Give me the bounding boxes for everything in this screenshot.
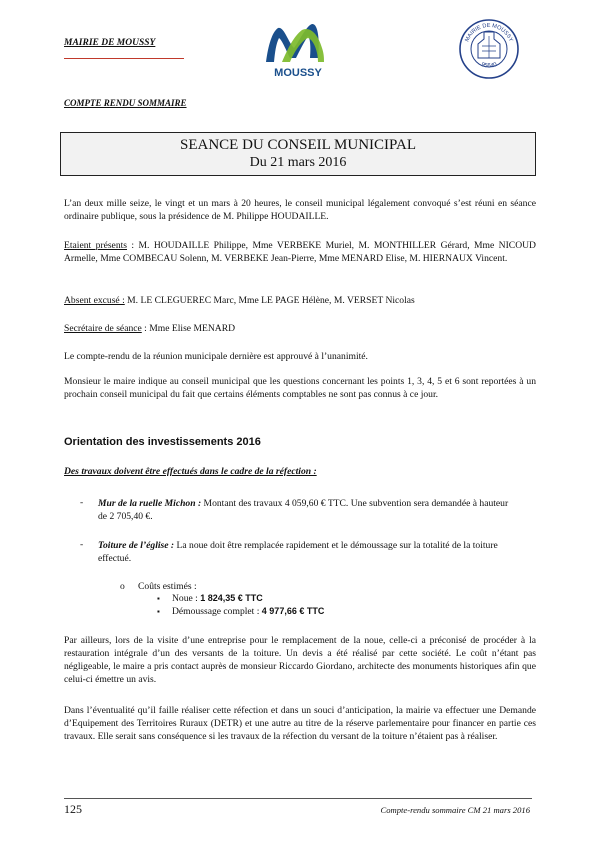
mairie-seal [458,18,520,80]
costs-label: Coûts estimés : [138,581,197,592]
cost-value: 1 824,35 € TTC [200,593,263,603]
visite-paragraph: Par ailleurs, lors de la visite d’une entreprise pour le remplacement de la noue, celle-ci a préconisé de procéder à la restauration intégrale d’un des versants de la toiture. Un devis a été réalisé par cette société. Le coût n’étant pas négligeable, le maire a pris contact auprès de monsieur Riccardo Giordano, architecte des monuments historiques afin que celui-ci émettre un avis. [64,635,536,685]
list-item [98,497,518,523]
eventualite-paragraph: Dans l’éventualité qu’il faille réaliser cette réfection et dans un souci d’anticipation, la mairie va effectuer une Demande d’Equipement des Territoires Ruraux (DETR) et une autre au titre de la réserve parlementaire pour financer en partie ces travaux. Elle serait sans conséquence si les travaux de la réfection du versant de la toiture n’étaient pas à réaliser. [64,705,536,742]
footer-text: Compte-rendu sommaire CM 21 mars 2016 [380,805,530,815]
absents-label: Absent excusé : [64,295,125,306]
mairie-header: MAIRIE DE MOUSSY [64,38,156,48]
logo-text: MOUSSY [274,67,322,79]
absents-paragraph [64,294,536,307]
secretaire-paragraph [64,322,536,335]
compte-rendu-label: COMPTE RENDU SOMMAIRE [64,98,187,108]
item-text: La noue doit être remplacée rapidement et le démoussage sur la totalité de la toiture effectué. [98,540,498,564]
header-rule [64,58,184,59]
item-name: Toiture de l’église : [98,540,175,551]
item-text: Montant des travaux 4 059,60 € TTC. Une subvention sera demandée à hauteur de 2 705,40 €. [98,498,509,522]
seal-text-top: MAIRIE DE MOUSSY [464,22,514,43]
footer-rule [64,798,532,799]
secretaire-label: Secrétaire de séance [64,323,142,334]
svg-text:95640 [480,62,498,70]
item-dash: - [80,539,84,550]
title-line-2: Du 21 mars 2016 [249,155,347,170]
cost-line [172,593,263,604]
moussy-logo-icon [248,18,348,82]
item-name: Mur de la ruelle Michon : [98,498,202,509]
presents-label: Etaient présents [64,240,128,251]
cost-label: Démoussage complet : [172,606,262,617]
list-item [98,539,518,565]
absents-text: M. LE CLEGUEREC Marc, Mme LE PAGE Hélène, M. VERSET Nicolas [124,295,415,306]
travaux-heading: Des travaux doivent être effectués dans le cadre de la réfection : [64,466,317,477]
section-title: Orientation des investissements 2016 [64,436,261,448]
title-line-1: SEANCE DU CONSEIL MUNICIPAL [180,137,416,153]
presents-paragraph [64,239,536,265]
seal-icon [458,18,520,80]
approval-paragraph: Le compte-rendu de la réunion municipale dernière est approuvé à l’unanimité. [64,351,368,362]
presents-text: : M. HOUDAILLE Philippe, Mme VERBEKE Muriel, M. MONTHILLER Gérard, Mme NICOUD Armelle, Mme COMBECAU Solenn, M. VERBEKE Jean-Pierre, Mme MENARD Elise, M. HIERNAUX Vincent. [64,240,536,264]
square-bullet-icon: ▪ [157,607,160,616]
moussy-logo [248,18,348,82]
intro-paragraph: L’an deux mille seize, le vingt et un mars à 20 heures, le conseil municipal légalement convoqué s’est réuni en séance ordinaire publique, sous la présidence de M. Philippe HOUDAILLE. [64,198,536,222]
cost-value: 4 977,66 € TTC [261,606,325,616]
title-box [60,132,536,176]
maire-note-paragraph: Monsieur le maire indique au conseil municipal que les questions concernant les points 1, 3, 4, 5 et 6 sont reportées à un prochain conseil municipal du fait que certains éléments comptables ne sont pas connus à ce jour. [64,376,536,400]
item-dash: - [80,497,84,508]
cost-line [172,606,324,617]
secretaire-text: : Mme Elise MENARD [141,323,236,334]
page-number: 125 [64,802,82,816]
square-bullet-icon: ▪ [157,594,160,603]
costs-bullet: o [120,581,125,592]
cost-label: Noue : [172,593,201,604]
seal-text-bottom: 95640 [480,62,498,70]
